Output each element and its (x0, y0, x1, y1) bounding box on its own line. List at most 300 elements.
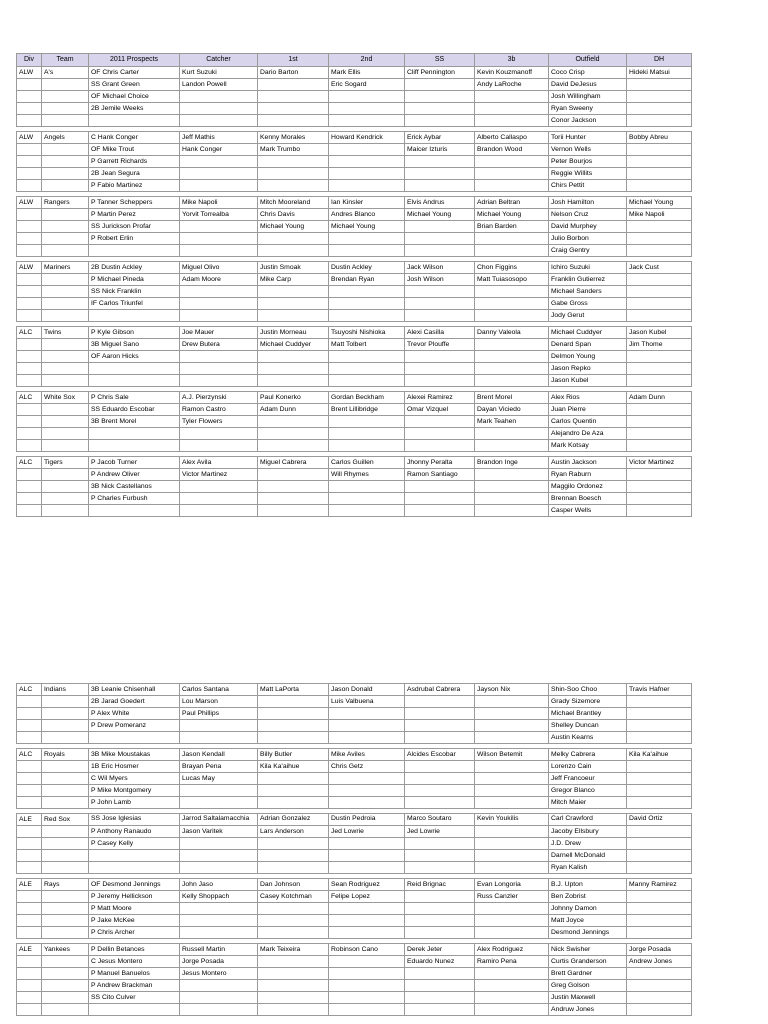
team-cell: Indians (42, 684, 89, 696)
team-cell: Tigers (42, 457, 89, 469)
player-cell: Ramon Santiago (405, 469, 475, 481)
player-cell: Jed Lowrie (405, 826, 475, 838)
player-cell (329, 720, 405, 732)
player-cell: SS Jose Iglesias (89, 814, 180, 826)
player-cell: OF Michael Choice (89, 91, 180, 103)
table-row (17, 233, 692, 245)
player-cell: Travis Hafner (627, 684, 692, 696)
player-cell (627, 838, 692, 850)
player-cell (329, 233, 405, 245)
team-cell (42, 1004, 89, 1016)
player-cell: Jody Gerut (549, 310, 627, 322)
table-row (17, 927, 692, 939)
player-cell: P Tanner Scheppers (89, 197, 180, 209)
player-cell (475, 505, 549, 517)
division-cell (17, 732, 42, 744)
table-row (17, 392, 692, 404)
player-cell: Jorge Posada (180, 956, 258, 968)
player-cell (329, 481, 405, 493)
player-cell (475, 469, 549, 481)
player-cell: Alexi Casilla (405, 327, 475, 339)
player-cell: Chris Getz (329, 761, 405, 773)
player-cell (258, 956, 329, 968)
division-cell (17, 956, 42, 968)
team-cell: A's (42, 67, 89, 79)
player-cell (627, 298, 692, 310)
player-cell: Miguel Cabrera (258, 457, 329, 469)
table-row (17, 968, 692, 980)
player-cell: Asdrubal Cabrera (405, 684, 475, 696)
player-cell (405, 797, 475, 809)
player-cell: Evan Longoria (475, 879, 549, 891)
player-cell (329, 115, 405, 127)
player-cell (89, 363, 180, 375)
player-cell: Russ Canzler (475, 891, 549, 903)
table-row (17, 416, 692, 428)
player-cell: P Chris Archer (89, 927, 180, 939)
col-header-3b: 3b (475, 54, 549, 67)
player-cell (180, 1004, 258, 1016)
table-row (17, 274, 692, 286)
player-cell: Trevor Plouffe (405, 339, 475, 351)
team-cell (42, 310, 89, 322)
player-cell (405, 115, 475, 127)
division-cell: ALE (17, 814, 42, 826)
player-cell: Matt Tuiasosopo (475, 274, 549, 286)
team-cell: Royals (42, 749, 89, 761)
player-cell (405, 481, 475, 493)
player-cell: Carlos Santana (180, 684, 258, 696)
player-cell: OF Aaron Hicks (89, 351, 180, 363)
division-cell (17, 992, 42, 1004)
player-cell: Michael Young (258, 221, 329, 233)
player-cell (180, 233, 258, 245)
table-row (17, 749, 692, 761)
col-header-dh: DH (627, 54, 692, 67)
player-cell (405, 696, 475, 708)
player-cell: Matt LaPorta (258, 684, 329, 696)
player-cell: Chris Davis (258, 209, 329, 221)
player-cell (475, 245, 549, 257)
player-cell (627, 168, 692, 180)
player-cell (475, 850, 549, 862)
table-row (17, 785, 692, 797)
table-row (17, 980, 692, 992)
division-cell (17, 826, 42, 838)
player-cell (475, 797, 549, 809)
team-cell (42, 891, 89, 903)
player-cell: Mitch Mooreland (258, 197, 329, 209)
player-cell: Brennan Boesch (549, 493, 627, 505)
player-cell: Adrian Gonzalez (258, 814, 329, 826)
player-cell: Coco Crisp (549, 67, 627, 79)
player-cell: Miguel Olivo (180, 262, 258, 274)
player-cell (405, 732, 475, 744)
division-cell (17, 915, 42, 927)
player-cell: Cliff Pennington (405, 67, 475, 79)
player-cell (627, 91, 692, 103)
player-cell (89, 505, 180, 517)
table-row (17, 773, 692, 785)
player-cell: Michael Young (329, 221, 405, 233)
division-cell (17, 233, 42, 245)
player-cell: Jason Kubel (549, 375, 627, 387)
division-cell (17, 404, 42, 416)
player-cell: Shin-Soo Choo (549, 684, 627, 696)
player-cell: Dan Johnson (258, 879, 329, 891)
player-cell: Brendan Ryan (329, 274, 405, 286)
table-row (17, 79, 692, 91)
player-cell: 3B Brent Morel (89, 416, 180, 428)
table-row (17, 375, 692, 387)
division-cell: ALC (17, 749, 42, 761)
player-cell: Billy Butler (258, 749, 329, 761)
player-cell: Michael Young (475, 209, 549, 221)
player-cell (180, 168, 258, 180)
table-row (17, 826, 692, 838)
player-cell (405, 298, 475, 310)
player-cell: Omar Vizquel (405, 404, 475, 416)
player-cell (405, 428, 475, 440)
team-cell: Mariners (42, 262, 89, 274)
player-cell (405, 838, 475, 850)
player-cell: C Hank Conger (89, 132, 180, 144)
player-cell (405, 375, 475, 387)
player-cell (180, 363, 258, 375)
player-cell (180, 428, 258, 440)
division-cell (17, 761, 42, 773)
division-cell (17, 298, 42, 310)
player-cell: Yorvit Torrealba (180, 209, 258, 221)
player-cell: Jack Wilson (405, 262, 475, 274)
player-cell (475, 980, 549, 992)
player-cell: Brent Lillibridge (329, 404, 405, 416)
player-cell (627, 144, 692, 156)
player-cell: Michael Cuddyer (549, 327, 627, 339)
team-cell (42, 826, 89, 838)
player-cell (627, 493, 692, 505)
player-cell (258, 915, 329, 927)
team-cell (42, 233, 89, 245)
player-cell: SS Cito Culver (89, 992, 180, 1004)
player-cell (475, 286, 549, 298)
table-row (17, 903, 692, 915)
division-cell (17, 168, 42, 180)
team-cell (42, 245, 89, 257)
player-cell (405, 708, 475, 720)
player-cell: Kelly Shoppach (180, 891, 258, 903)
player-cell: Adam Dunn (627, 392, 692, 404)
team-cell (42, 992, 89, 1004)
division-cell (17, 968, 42, 980)
player-cell (329, 505, 405, 517)
player-cell (627, 310, 692, 322)
player-cell (627, 416, 692, 428)
player-cell: Mike Napoli (180, 197, 258, 209)
player-cell: Lucas May (180, 773, 258, 785)
player-cell: B.J. Upton (549, 879, 627, 891)
player-cell (180, 103, 258, 115)
player-cell: Grady Sizemore (549, 696, 627, 708)
player-cell: Erick Aybar (405, 132, 475, 144)
player-cell: Alcides Escobar (405, 749, 475, 761)
player-cell: Josh Willingham (549, 91, 627, 103)
table-row (17, 814, 692, 826)
table-row (17, 180, 692, 192)
table-row (17, 797, 692, 809)
player-cell (89, 440, 180, 452)
player-cell: David DeJesus (549, 79, 627, 91)
player-cell (329, 785, 405, 797)
player-cell: Curtis Granderson (549, 956, 627, 968)
player-cell (475, 233, 549, 245)
player-cell (627, 79, 692, 91)
team-cell (42, 286, 89, 298)
division-cell (17, 363, 42, 375)
player-cell (258, 298, 329, 310)
player-cell: Franklin Gutierrez (549, 274, 627, 286)
player-cell (258, 180, 329, 192)
division-cell (17, 440, 42, 452)
player-cell: Reid Brignac (405, 879, 475, 891)
player-cell (89, 732, 180, 744)
player-cell: P John Lamb (89, 797, 180, 809)
player-cell (329, 838, 405, 850)
col-header-team: Team (42, 54, 89, 67)
player-cell (627, 469, 692, 481)
player-cell: Luis Valbuena (329, 696, 405, 708)
table-row (17, 862, 692, 874)
player-cell (329, 180, 405, 192)
table-row (17, 891, 692, 903)
player-cell (475, 696, 549, 708)
table-row (17, 132, 692, 144)
player-cell (329, 351, 405, 363)
player-cell (475, 838, 549, 850)
team-cell (42, 168, 89, 180)
player-cell: Austin Jackson (549, 457, 627, 469)
player-cell: A.J. Pierzynski (180, 392, 258, 404)
player-cell (258, 245, 329, 257)
player-cell: Sean Rodriguez (329, 879, 405, 891)
player-cell (627, 720, 692, 732)
player-cell: P Robert Erlin (89, 233, 180, 245)
team-cell (42, 428, 89, 440)
player-cell (475, 826, 549, 838)
player-cell (405, 927, 475, 939)
player-cell (475, 481, 549, 493)
table-row (17, 339, 692, 351)
player-cell (475, 903, 549, 915)
division-cell (17, 903, 42, 915)
player-cell: Justin Maxwell (549, 992, 627, 1004)
player-cell (627, 797, 692, 809)
table-row (17, 493, 692, 505)
player-cell (475, 115, 549, 127)
player-cell: Paul Phillips (180, 708, 258, 720)
team-cell (42, 785, 89, 797)
player-cell (627, 274, 692, 286)
player-cell: Julio Borbon (549, 233, 627, 245)
player-cell: P Fabio Martinez (89, 180, 180, 192)
player-cell (258, 363, 329, 375)
player-cell (258, 720, 329, 732)
team-cell (42, 696, 89, 708)
player-cell (258, 505, 329, 517)
team-cell: Twins (42, 327, 89, 339)
table-row (17, 209, 692, 221)
team-cell (42, 351, 89, 363)
player-cell (329, 708, 405, 720)
team-cell (42, 469, 89, 481)
player-cell (329, 992, 405, 1004)
player-cell (405, 168, 475, 180)
team-cell (42, 180, 89, 192)
division-cell (17, 351, 42, 363)
player-cell: Brian Barden (475, 221, 549, 233)
player-cell (258, 850, 329, 862)
player-cell: Maicer Izturis (405, 144, 475, 156)
player-cell: Greg Golson (549, 980, 627, 992)
table-row (17, 103, 692, 115)
player-cell (405, 1004, 475, 1016)
division-cell: ALW (17, 132, 42, 144)
player-cell (475, 298, 549, 310)
table-row (17, 761, 692, 773)
player-cell (180, 310, 258, 322)
player-cell (258, 838, 329, 850)
player-cell (258, 233, 329, 245)
table-row (17, 440, 692, 452)
division-cell (17, 785, 42, 797)
table-row (17, 428, 692, 440)
player-cell (258, 351, 329, 363)
team-cell (42, 375, 89, 387)
table-row (17, 708, 692, 720)
division-cell (17, 696, 42, 708)
player-cell: Delmon Young (549, 351, 627, 363)
team-cell (42, 732, 89, 744)
team-cell (42, 493, 89, 505)
team-cell (42, 838, 89, 850)
player-cell: Hideki Matsui (627, 67, 692, 79)
player-cell (405, 968, 475, 980)
team-cell: Red Sox (42, 814, 89, 826)
player-cell: David Ortiz (627, 814, 692, 826)
player-cell: Brandon Wood (475, 144, 549, 156)
player-cell (89, 375, 180, 387)
player-cell (329, 850, 405, 862)
player-cell (475, 156, 549, 168)
player-cell (475, 168, 549, 180)
player-cell: Lou Marson (180, 696, 258, 708)
player-cell: Felipe Lopez (329, 891, 405, 903)
division-cell: ALW (17, 262, 42, 274)
player-cell: P Andrew Brackman (89, 980, 180, 992)
player-cell (329, 298, 405, 310)
player-cell (180, 351, 258, 363)
player-cell: Ryan Kalish (549, 862, 627, 874)
player-cell (329, 156, 405, 168)
player-cell: Jhonny Peralta (405, 457, 475, 469)
division-cell (17, 286, 42, 298)
player-cell: Craig Gentry (549, 245, 627, 257)
table-row (17, 457, 692, 469)
player-cell (405, 493, 475, 505)
player-cell (405, 310, 475, 322)
player-cell (627, 103, 692, 115)
table-row (17, 327, 692, 339)
team-cell: White Sox (42, 392, 89, 404)
player-cell (627, 862, 692, 874)
player-cell: 3B Nick Castellanos (89, 481, 180, 493)
table-row (17, 298, 692, 310)
player-cell: Jason Varitek (180, 826, 258, 838)
team-cell (42, 115, 89, 127)
division-cell (17, 493, 42, 505)
player-cell: Andy LaRoche (475, 79, 549, 91)
player-cell: Hank Conger (180, 144, 258, 156)
division-cell (17, 274, 42, 286)
division-cell: ALW (17, 67, 42, 79)
player-cell: Matt Tolbert (329, 339, 405, 351)
player-cell: Jason Kendall (180, 749, 258, 761)
player-cell (258, 103, 329, 115)
player-cell (89, 428, 180, 440)
player-cell: Lars Anderson (258, 826, 329, 838)
player-cell: OF Mike Trout (89, 144, 180, 156)
table-row (17, 144, 692, 156)
player-cell: Landon Powell (180, 79, 258, 91)
player-cell: Jesus Montero (180, 968, 258, 980)
table-row (17, 481, 692, 493)
player-cell: Dustin Pedroia (329, 814, 405, 826)
player-cell (475, 440, 549, 452)
player-cell (329, 773, 405, 785)
player-cell: 1B Eric Hosmer (89, 761, 180, 773)
player-cell: Michael Brantley (549, 708, 627, 720)
player-cell: Eduardo Nunez (405, 956, 475, 968)
player-cell: Alex Rodriguez (475, 944, 549, 956)
player-cell: 2B Jarad Goedert (89, 696, 180, 708)
player-cell: Ichiro Suzuki (549, 262, 627, 274)
division-cell (17, 428, 42, 440)
team-cell (42, 773, 89, 785)
player-cell: Alex Rios (549, 392, 627, 404)
player-cell: P Drew Pomeranz (89, 720, 180, 732)
player-cell: 3B Miguel Sano (89, 339, 180, 351)
col-header-1st: 1st (258, 54, 329, 67)
division-cell (17, 115, 42, 127)
player-cell (329, 493, 405, 505)
team-cell (42, 708, 89, 720)
player-cell (180, 221, 258, 233)
player-cell: Jack Cust (627, 262, 692, 274)
player-cell: Carlos Quentin (549, 416, 627, 428)
player-cell: Desmond Jennings (549, 927, 627, 939)
player-cell: P Manuel Banuelos (89, 968, 180, 980)
division-cell (17, 103, 42, 115)
player-cell: John Jaso (180, 879, 258, 891)
player-cell (89, 1004, 180, 1016)
player-cell (405, 915, 475, 927)
player-cell (258, 797, 329, 809)
player-cell (329, 797, 405, 809)
player-cell: 3B Leanie Chisenhall (89, 684, 180, 696)
player-cell (258, 862, 329, 874)
player-cell: Justin Smoak (258, 262, 329, 274)
table-row (17, 67, 692, 79)
